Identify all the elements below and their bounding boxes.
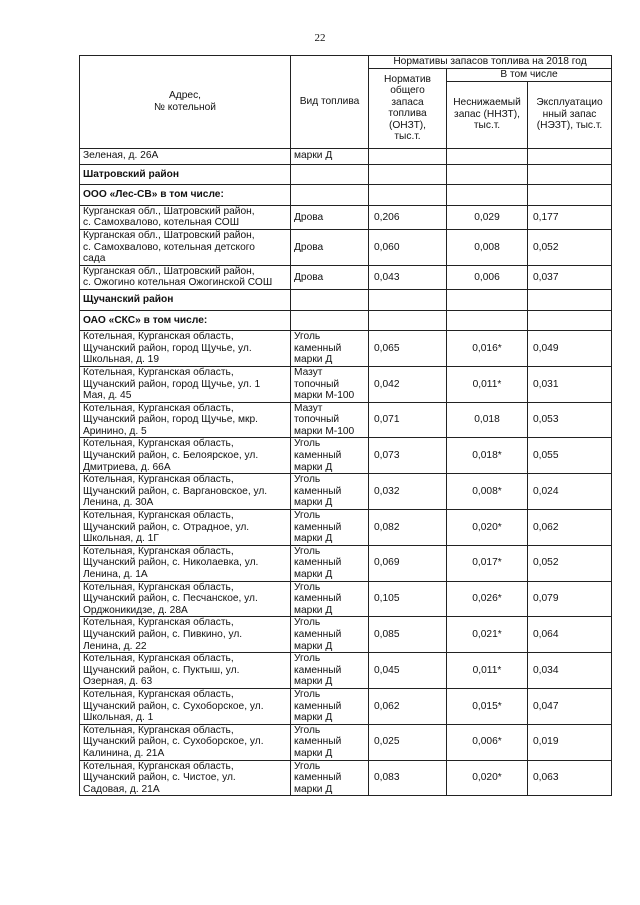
address-cell: Котельная, Курганская область, Щучанский район, с. Пуктыш, ул. Озерная, д. 63 bbox=[80, 653, 291, 689]
fuel-type-cell: Уголь каменный марки Д bbox=[291, 617, 369, 653]
nnzt-cell: 0,020* bbox=[447, 760, 528, 796]
table-row bbox=[80, 510, 612, 546]
fuel-type-cell: Уголь каменный марки Д bbox=[291, 653, 369, 689]
empty-cell bbox=[447, 310, 528, 331]
table-row bbox=[80, 438, 612, 474]
address-cell: Зеленая, д. 26А bbox=[80, 148, 291, 164]
nnzt-cell: 0,015* bbox=[447, 688, 528, 724]
section-row bbox=[80, 185, 612, 206]
nnzt-cell: 0,016* bbox=[447, 331, 528, 367]
empty-cell bbox=[291, 185, 369, 206]
total-reserve-cell: 0,045 bbox=[369, 653, 447, 689]
fuel-type-cell: Уголь каменный марки Д bbox=[291, 545, 369, 581]
nezt-cell: 0,019 bbox=[528, 724, 612, 760]
nezt-cell: 0,049 bbox=[528, 331, 612, 367]
fuel-type-cell: Уголь каменный марки Д bbox=[291, 438, 369, 474]
table-row bbox=[80, 724, 612, 760]
address-cell: Курганская обл., Шатровский район, с. Самохвалово, котельная СОШ bbox=[80, 205, 291, 229]
table-row bbox=[80, 474, 612, 510]
empty-cell bbox=[369, 289, 447, 310]
nezt-cell: 0,062 bbox=[528, 510, 612, 546]
section-title: Щучанский район bbox=[80, 289, 291, 310]
table-row bbox=[80, 205, 612, 229]
total-reserve-cell: 0,032 bbox=[369, 474, 447, 510]
section-title: Шатровский район bbox=[80, 164, 291, 185]
nezt-cell: 0,047 bbox=[528, 688, 612, 724]
total-reserve-cell: 0,042 bbox=[369, 366, 447, 402]
header-nnzt: Неснижаемый запас (ННЗТ), тыс.т. bbox=[447, 81, 528, 148]
table-row bbox=[80, 148, 612, 164]
address-cell: Котельная, Курганская область, Щучанский район, город Щучье, мкр. Аринино, д. 5 bbox=[80, 402, 291, 438]
nezt-cell: 0,052 bbox=[528, 229, 612, 265]
empty-cell bbox=[291, 310, 369, 331]
total-reserve-cell: 0,083 bbox=[369, 760, 447, 796]
nnzt-cell: 0,018* bbox=[447, 438, 528, 474]
address-cell: Котельная, Курганская область, Щучанский район, с. Сухоборское, ул. Калинина, д. 21А bbox=[80, 724, 291, 760]
address-cell: Котельная, Курганская область, Щучанский район, город Щучье, ул. Школьная, д. 19 bbox=[80, 331, 291, 367]
fuel-norms-table bbox=[79, 55, 612, 796]
total-reserve-cell: 0,069 bbox=[369, 545, 447, 581]
empty-cell bbox=[291, 289, 369, 310]
fuel-type-cell: Уголь каменный марки Д bbox=[291, 581, 369, 617]
section-title: ОАО «СКС» в том числе: bbox=[80, 310, 291, 331]
header-norms-title: Нормативы запасов топлива на 2018 год bbox=[369, 56, 612, 69]
fuel-type-cell: Дрова bbox=[291, 205, 369, 229]
nezt-cell: 0,031 bbox=[528, 366, 612, 402]
fuel-type-cell: Мазут топочный марки М-100 bbox=[291, 366, 369, 402]
nnzt-cell bbox=[447, 148, 528, 164]
address-cell: Котельная, Курганская область, Щучанский район, с. Песчанское, ул. Орджоникидзе, д. 28А bbox=[80, 581, 291, 617]
fuel-type-cell: Дрова bbox=[291, 265, 369, 289]
total-reserve-cell: 0,062 bbox=[369, 688, 447, 724]
nezt-cell: 0,063 bbox=[528, 760, 612, 796]
empty-cell bbox=[369, 185, 447, 206]
nnzt-cell: 0,011* bbox=[447, 366, 528, 402]
nnzt-cell: 0,017* bbox=[447, 545, 528, 581]
table-row bbox=[80, 760, 612, 796]
table-row bbox=[80, 366, 612, 402]
nnzt-cell: 0,008* bbox=[447, 474, 528, 510]
table-row bbox=[80, 402, 612, 438]
nnzt-cell: 0,029 bbox=[447, 205, 528, 229]
nnzt-cell: 0,026* bbox=[447, 581, 528, 617]
address-cell: Котельная, Курганская область, Щучанский район, с. Сухоборское, ул. Школьная, д. 1 bbox=[80, 688, 291, 724]
empty-cell bbox=[447, 164, 528, 185]
empty-cell bbox=[369, 164, 447, 185]
empty-cell bbox=[447, 289, 528, 310]
total-reserve-cell: 0,206 bbox=[369, 205, 447, 229]
section-row bbox=[80, 164, 612, 185]
empty-cell bbox=[447, 185, 528, 206]
section-title: ООО «Лес-СВ» в том числе: bbox=[80, 185, 291, 206]
empty-cell bbox=[528, 289, 612, 310]
empty-cell bbox=[528, 310, 612, 331]
table-row bbox=[80, 653, 612, 689]
total-reserve-cell: 0,065 bbox=[369, 331, 447, 367]
table-row bbox=[80, 545, 612, 581]
header-nezt: Эксплуатацио нный запас (НЭЗТ), тыс.т. bbox=[528, 81, 612, 148]
fuel-type-cell: Мазут топочный марки М-100 bbox=[291, 402, 369, 438]
nezt-cell: 0,037 bbox=[528, 265, 612, 289]
empty-cell bbox=[528, 185, 612, 206]
fuel-type-cell: Уголь каменный марки Д bbox=[291, 474, 369, 510]
fuel-type-cell: Уголь каменный марки Д bbox=[291, 510, 369, 546]
total-reserve-cell: 0,082 bbox=[369, 510, 447, 546]
address-cell: Курганская обл., Шатровский район, с. Ожогино котельная Ожогинской СОШ bbox=[80, 265, 291, 289]
total-reserve-cell: 0,071 bbox=[369, 402, 447, 438]
address-cell: Котельная, Курганская область, Щучанский район, с. Варгановское, ул. Ленина, д. 30А bbox=[80, 474, 291, 510]
header-address: Адрес, № котельной bbox=[80, 56, 291, 149]
fuel-type-cell: Уголь каменный марки Д bbox=[291, 760, 369, 796]
total-reserve-cell bbox=[369, 148, 447, 164]
nezt-cell: 0,034 bbox=[528, 653, 612, 689]
nnzt-cell: 0,021* bbox=[447, 617, 528, 653]
table-row bbox=[80, 617, 612, 653]
total-reserve-cell: 0,085 bbox=[369, 617, 447, 653]
address-cell: Котельная, Курганская область, Щучанский район, с. Николаевка, ул. Ленина, д. 1А bbox=[80, 545, 291, 581]
total-reserve-cell: 0,073 bbox=[369, 438, 447, 474]
address-cell: Котельная, Курганская область, Щучанский район, с. Чистое, ул. Садовая, д. 21А bbox=[80, 760, 291, 796]
fuel-type-cell: Уголь каменный марки Д bbox=[291, 688, 369, 724]
nnzt-cell: 0,020* bbox=[447, 510, 528, 546]
nezt-cell: 0,079 bbox=[528, 581, 612, 617]
nezt-cell: 0,177 bbox=[528, 205, 612, 229]
address-cell: Котельная, Курганская область, Щучанский район, город Щучье, ул. 1 Мая, д. 45 bbox=[80, 366, 291, 402]
nezt-cell: 0,053 bbox=[528, 402, 612, 438]
section-row bbox=[80, 289, 612, 310]
header-including: В том числе bbox=[447, 69, 612, 82]
nnzt-cell: 0,011* bbox=[447, 653, 528, 689]
nezt-cell: 0,055 bbox=[528, 438, 612, 474]
address-cell: Котельная, Курганская область, Щучанский район, с. Пивкино, ул. Ленина, д. 22 bbox=[80, 617, 291, 653]
nnzt-cell: 0,006* bbox=[447, 724, 528, 760]
table-row bbox=[80, 265, 612, 289]
nnzt-cell: 0,008 bbox=[447, 229, 528, 265]
table-row bbox=[80, 331, 612, 367]
table-body bbox=[80, 148, 612, 796]
nezt-cell: 0,052 bbox=[528, 545, 612, 581]
address-cell: Курганская обл., Шатровский район, с. Самохвалово, котельная детского сада bbox=[80, 229, 291, 265]
total-reserve-cell: 0,043 bbox=[369, 265, 447, 289]
nezt-cell bbox=[528, 148, 612, 164]
fuel-type-cell: Уголь каменный марки Д bbox=[291, 724, 369, 760]
nezt-cell: 0,024 bbox=[528, 474, 612, 510]
header-fuel-type: Вид топлива bbox=[291, 56, 369, 149]
fuel-type-cell: Уголь каменный марки Д bbox=[291, 331, 369, 367]
empty-cell bbox=[291, 164, 369, 185]
nezt-cell: 0,064 bbox=[528, 617, 612, 653]
empty-cell bbox=[369, 310, 447, 331]
nnzt-cell: 0,006 bbox=[447, 265, 528, 289]
fuel-type-cell: Дрова bbox=[291, 229, 369, 265]
empty-cell bbox=[528, 164, 612, 185]
table-row bbox=[80, 688, 612, 724]
address-cell: Котельная, Курганская область, Щучанский район, с. Отрадное, ул. Школьная, д. 1Г bbox=[80, 510, 291, 546]
page-number: 22 bbox=[314, 32, 326, 44]
nnzt-cell: 0,018 bbox=[447, 402, 528, 438]
section-row bbox=[80, 310, 612, 331]
total-reserve-cell: 0,025 bbox=[369, 724, 447, 760]
total-reserve-cell: 0,105 bbox=[369, 581, 447, 617]
table-row bbox=[80, 581, 612, 617]
header-total: Норматив общего запаса топлива (ОНЗТ), тыс.т. bbox=[369, 69, 447, 149]
table-row bbox=[80, 229, 612, 265]
fuel-type-cell: марки Д bbox=[291, 148, 369, 164]
total-reserve-cell: 0,060 bbox=[369, 229, 447, 265]
address-cell: Котельная, Курганская область, Щучанский район, с. Белоярское, ул. Дмитриева, д. 66А bbox=[80, 438, 291, 474]
